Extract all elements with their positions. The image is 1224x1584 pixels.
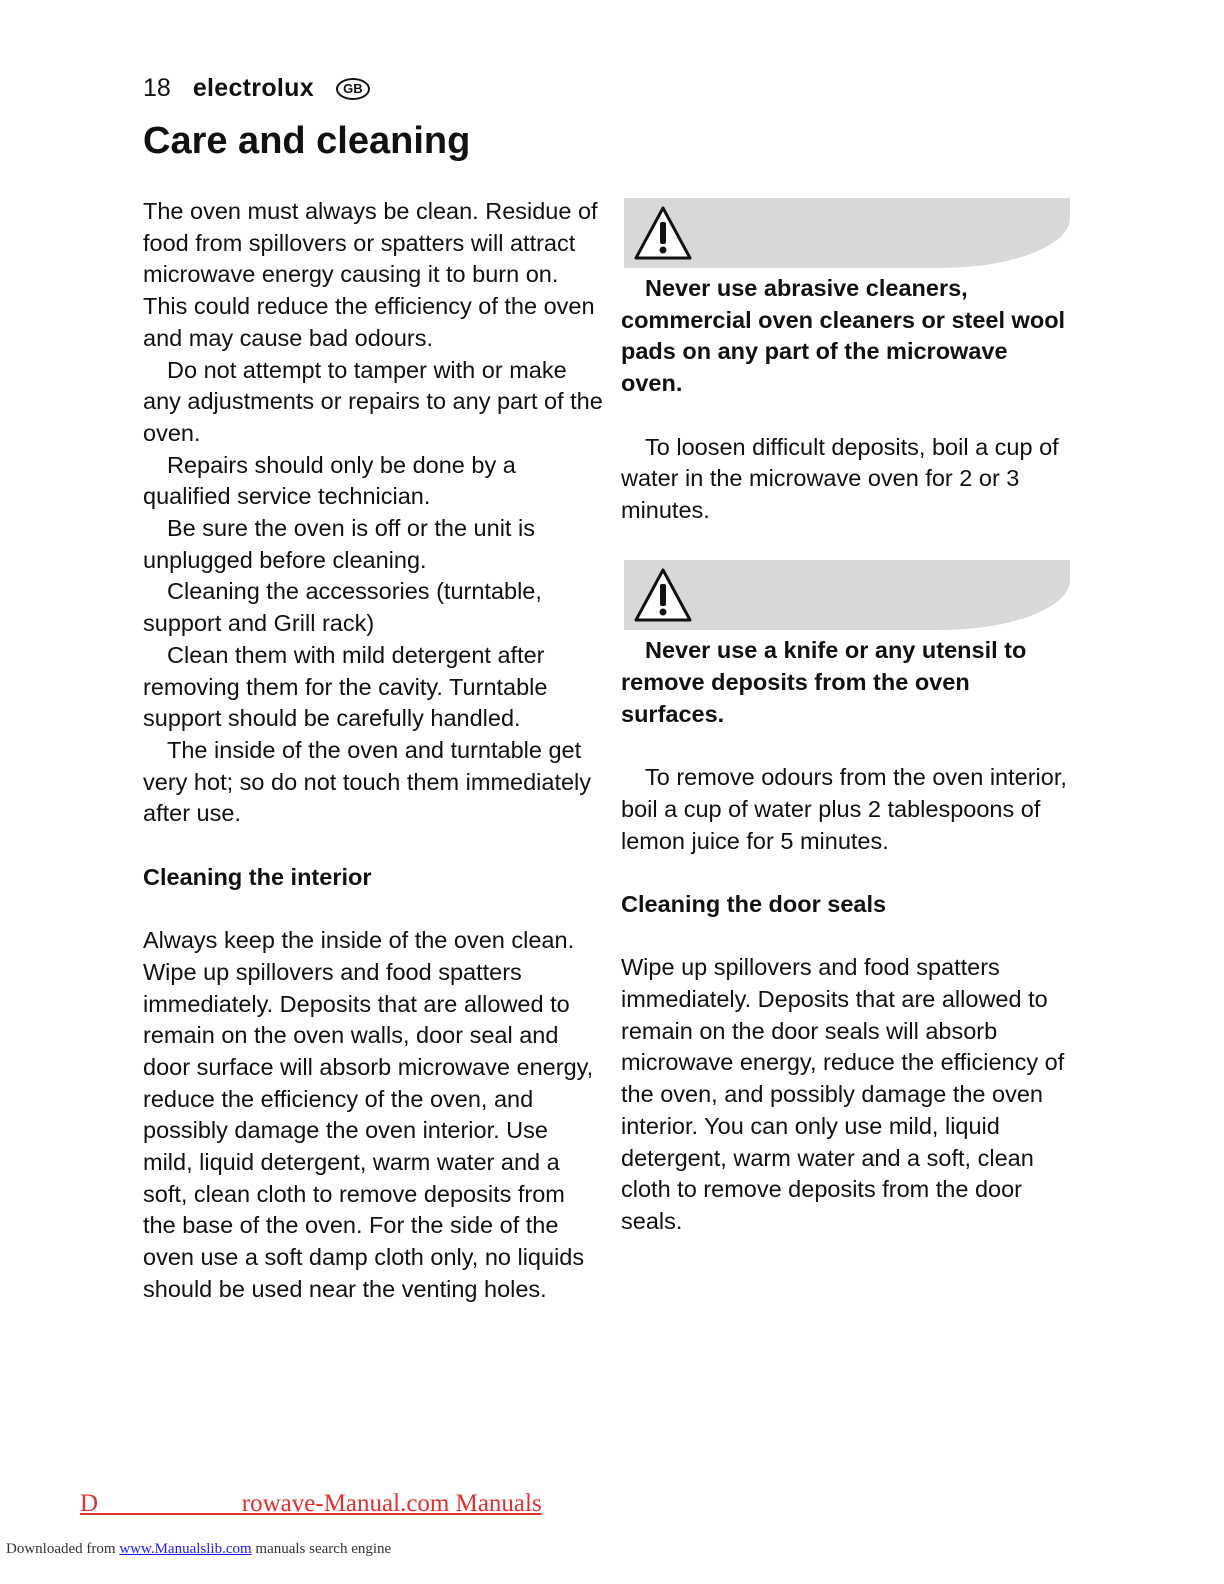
tip-loosen-deposits: To loosen difficult deposits, boil a cup of water in the microwave oven for 2 or 3 minutes.: [621, 433, 1059, 523]
intro-paragraph: Repairs should only be done by a qualified service technician.: [143, 451, 516, 510]
intro-paragraph: Clean them with mild detergent after removing them for the cavity. Turntable support should be carefully handled.: [143, 641, 548, 732]
warning-triangle-icon: [632, 204, 694, 262]
section-heading-interior: Cleaning the interior: [143, 863, 372, 890]
warning-text-knife: Never use a knife or any utensil to remove deposits from the oven surfaces.: [621, 637, 1027, 727]
warning-triangle-icon: [632, 566, 694, 624]
section-heading-door-seals: Cleaning the door seals: [621, 890, 887, 917]
intro-paragraph: Cleaning the accessories (turntable, support and Grill rack): [143, 578, 542, 637]
country-badge: GB: [336, 78, 370, 100]
section-body-interior: Always keep the inside of the oven clean. Wipe up spillovers and food spatters immediately. Deposits that are allowed to remain on the oven walls, door seal and door surface will absorb microwave energy, reduce the efficiency of the oven, and possibly damage the oven interior. Use mild, liquid detergent, warm water and a soft, clean cloth to remove deposits from the base of the oven. For the side of the oven use a soft damp cloth only, no liquids should be used near the venting holes.: [143, 927, 594, 1302]
page-header: [143, 74, 370, 103]
intro-paragraph: Be sure the oven is off or the unit is unplugged before cleaning.: [143, 515, 535, 573]
watermark-link[interactable]: D rowave-Manual.com Manuals: [80, 1490, 542, 1517]
right-column: [621, 196, 1073, 1238]
download-footer: [6, 1541, 391, 1558]
footer-prefix: Downloaded from: [6, 1541, 120, 1557]
footer-suffix: manuals search engine: [251, 1541, 392, 1557]
warning-text-abrasive: Never use abrasive cleaners, commercial oven cleaners or steel wool pads on any part of the microwave oven.: [621, 275, 1066, 397]
left-column: [143, 196, 603, 1306]
warning-banner: [624, 198, 1070, 268]
brand-logo: electrolux: [192, 74, 314, 102]
tip-remove-odours: To remove odours from the oven interior, boil a cup of water plus 2 tablespoons of lemon juice for 5 minutes.: [621, 764, 1067, 854]
intro-paragraph: The inside of the oven and turntable get very hot; so do not touch them immediately after use.: [143, 736, 592, 827]
section-body-door-seals: Wipe up spillovers and food spatters immediately. Deposits that are allowed to remain on the door seals will absorb microwave energy, reduce the efficiency of the oven, and possibly damage the oven interior. You can only use mild, liquid detergent, warm water and a soft, clean cloth to remove deposits from the door seals.: [621, 954, 1065, 1234]
manualslib-link[interactable]: www.Manualslib.com: [119, 1541, 252, 1557]
intro-paragraph: Do not attempt to tamper with or make any adjustments or repairs to any part of the oven.: [143, 356, 603, 446]
page-title: Care and cleaning: [143, 120, 471, 162]
page-number: 18: [143, 74, 171, 102]
intro-paragraph: The oven must always be clean. Residue of food from spillovers or spatters will attract microwave energy causing it to burn on. This could reduce the efficiency of the oven and may cause bad odours.: [143, 198, 598, 351]
warning-banner: [624, 560, 1070, 630]
